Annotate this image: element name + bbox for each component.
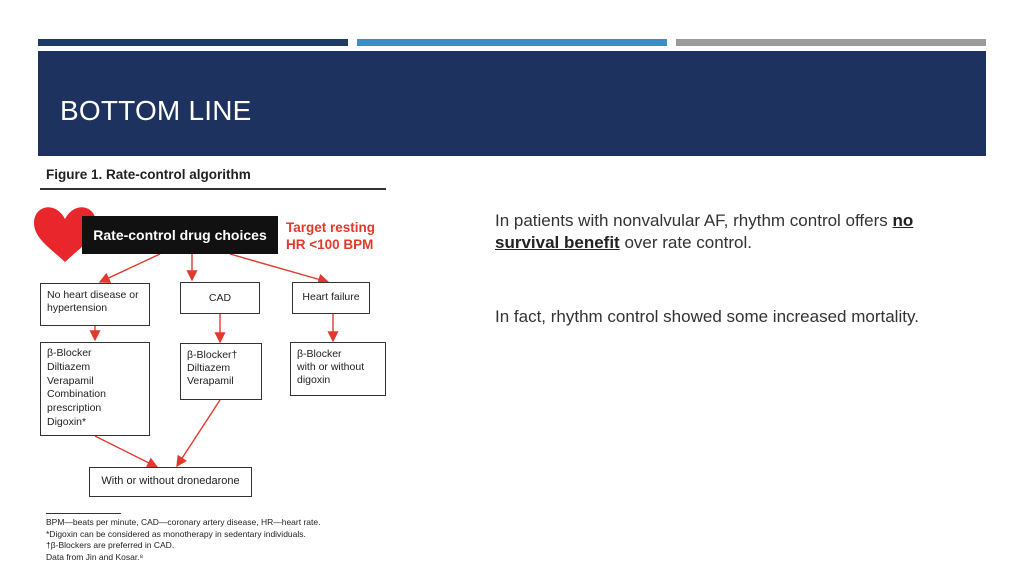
drug-item: β-Blocker — [297, 348, 342, 360]
drugs-heart-failure — [290, 342, 386, 396]
arrow-left-drugs-to-final — [95, 436, 157, 467]
target-line-1: Target resting — [286, 220, 376, 235]
p1-emphasis: no survival benefit — [495, 211, 914, 252]
drug-item: Diltiazem — [187, 362, 231, 374]
category-no-heart-disease — [40, 283, 150, 326]
final-dronedarone-box: With or without dronedarone — [89, 467, 252, 497]
drug-item: β-Blocker — [47, 347, 92, 359]
drug-item: Diltiazem — [47, 360, 91, 373]
bullet-paragraph-1 — [495, 210, 935, 254]
p1-text-before: In patients with nonvalvular AF, rhythm control offers — [495, 211, 893, 230]
slide-title: BOTTOM LINE — [60, 95, 252, 126]
category-label-line: No heart disease or — [47, 289, 139, 301]
footnote: †β-Blockers are preferred in CAD. — [46, 540, 175, 550]
category-label-line: hypertension — [47, 302, 108, 314]
target-hr-note — [286, 219, 375, 253]
drug-item: Combination — [47, 388, 106, 401]
drugs-no-heart-disease — [40, 342, 150, 436]
category-cad — [180, 282, 260, 314]
arrow-root-to-no-disease — [100, 254, 160, 282]
figure-footnotes — [46, 517, 320, 563]
footnote: *Digoxin can be considered as monotherapy in sedentary individuals. — [46, 528, 306, 539]
footnote: Data from Jin and Kosar.⁸ — [46, 551, 144, 562]
bullet-paragraph-2: In fact, rhythm control showed some increased mortality. — [495, 307, 919, 326]
drugs-cad — [180, 343, 262, 400]
category-label-line: CAD — [208, 292, 232, 304]
drug-item: prescription — [47, 402, 102, 415]
category-heart-failure — [292, 282, 370, 314]
footnote: BPM—beats per minute, CAD—coronary artery disease, HR—heart rate. — [46, 517, 321, 527]
target-line-2: HR <100 BPM — [286, 237, 374, 252]
rate-control-drug-choices-box: Rate-control drug choices — [82, 216, 278, 254]
drug-item: β-Blocker† — [187, 349, 238, 361]
drug-item: digoxin — [297, 374, 331, 386]
drug-item: with or without — [297, 361, 365, 373]
drug-item: Verapamil — [47, 374, 94, 387]
p1-text-after: over rate control. — [619, 233, 752, 252]
drug-item: Verapamil — [187, 375, 234, 387]
figure-title: Figure 1. Rate-control algorithm — [46, 167, 251, 182]
footnote-rule — [46, 513, 121, 514]
category-label-line: Heart failure — [302, 291, 360, 303]
arrow-root-to-heart-failure — [230, 254, 328, 282]
arrow-cad-drugs-to-final — [177, 400, 220, 466]
drug-item: Digoxin* — [47, 415, 87, 428]
